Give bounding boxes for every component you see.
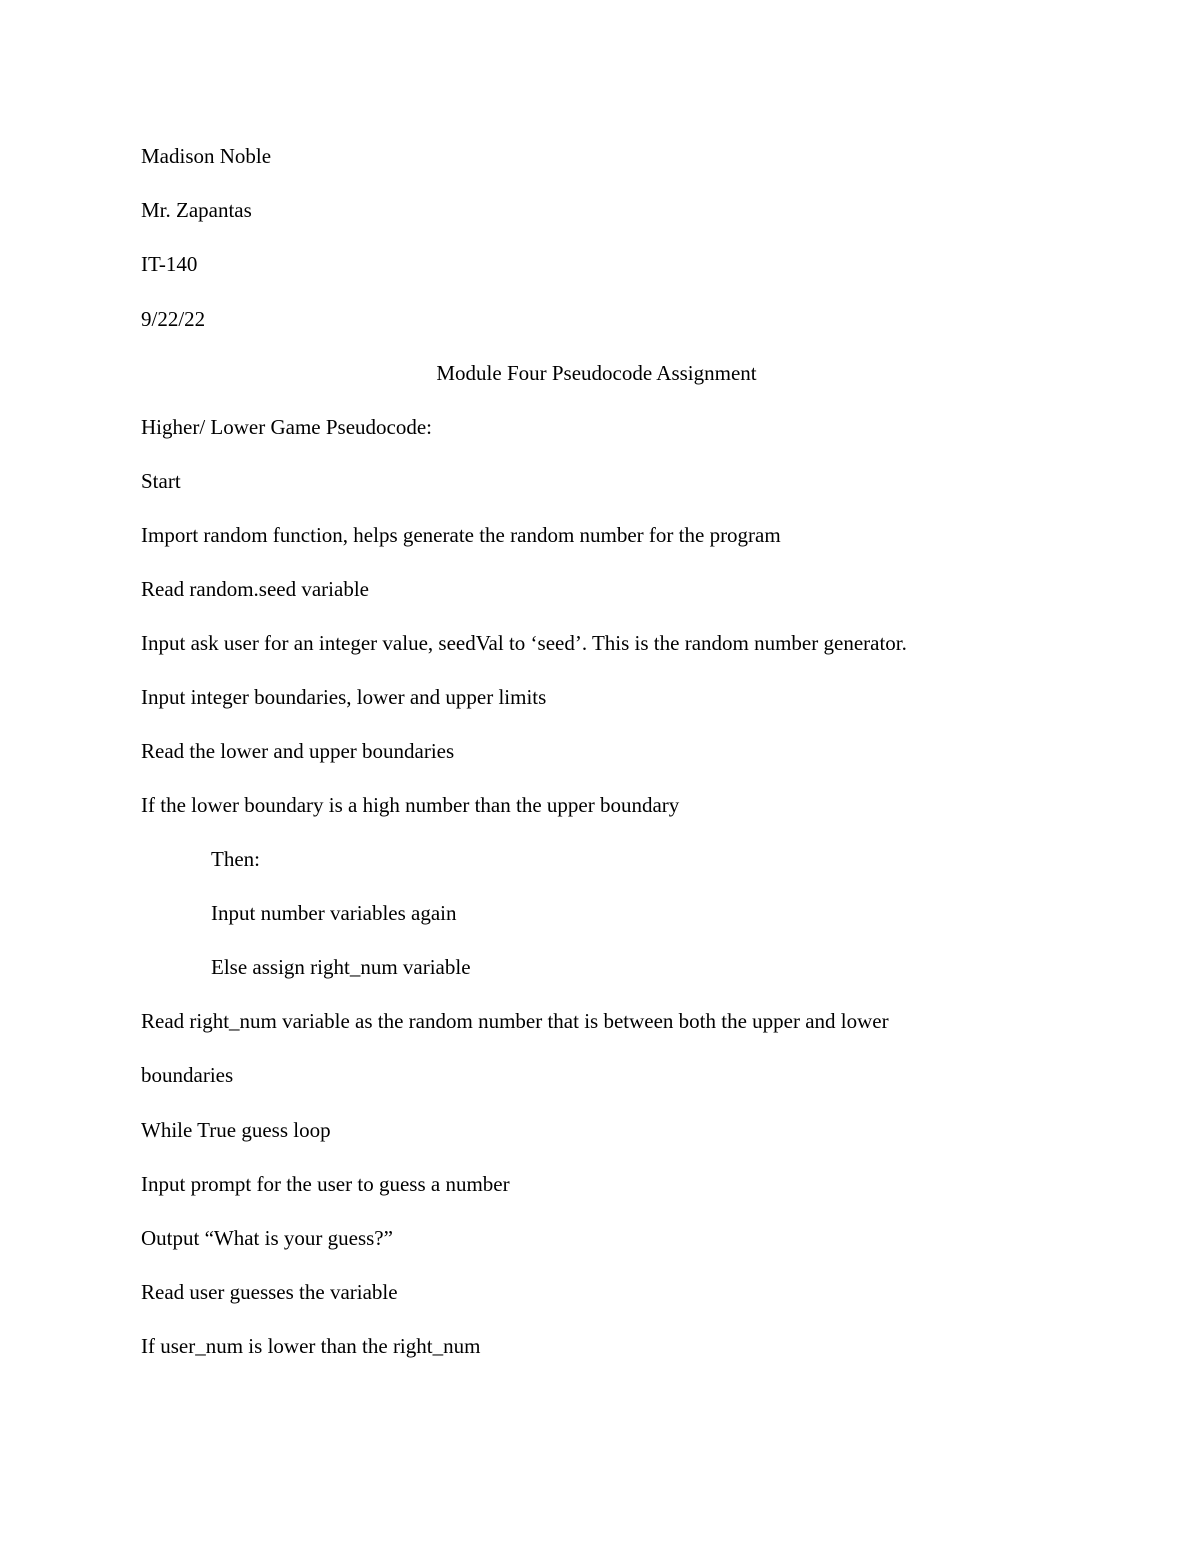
pseudocode-line: Input prompt for the user to guess a number [141, 1172, 510, 1196]
pseudocode-line: Read right_num variable as the random number that is between both the upper and lower [141, 1009, 889, 1033]
pseudocode-line-indented: Input number variables again [211, 901, 457, 925]
pseudocode-line-indented: Else assign right_num variable [211, 955, 471, 979]
pseudocode-line: If user_num is lower than the right_num [141, 1334, 481, 1358]
pseudocode-line: Import random function, helps generate the random number for the program [141, 523, 781, 547]
pseudocode-line: Read random.seed variable [141, 577, 369, 601]
pseudocode-line: If the lower boundary is a high number than the upper boundary [141, 793, 680, 817]
pseudocode-line: Read the lower and upper boundaries [141, 739, 455, 763]
document-title: Module Four Pseudocode Assignment [436, 361, 757, 385]
pseudocode-line: While True guess loop [141, 1118, 331, 1142]
assignment-date: 9/22/22 [141, 307, 206, 331]
pseudocode-line: Input integer boundaries, lower and upper limits [141, 685, 547, 709]
section-heading: Higher/ Lower Game Pseudocode: [141, 415, 432, 439]
pseudocode-line-indented: Then: [211, 847, 260, 871]
student-name: Madison Noble [141, 144, 272, 168]
pseudocode-line: Read user guesses the variable [141, 1280, 398, 1304]
pseudocode-line: Input ask user for an integer value, seedVal to ‘seed’. This is the random number generator. [141, 631, 907, 655]
instructor-name: Mr. Zapantas [141, 198, 252, 222]
course-code: IT-140 [141, 252, 198, 276]
pseudocode-line: Start [141, 469, 181, 493]
pseudocode-line: Output “What is your guess?” [141, 1226, 393, 1250]
pseudocode-line: boundaries [141, 1063, 234, 1087]
